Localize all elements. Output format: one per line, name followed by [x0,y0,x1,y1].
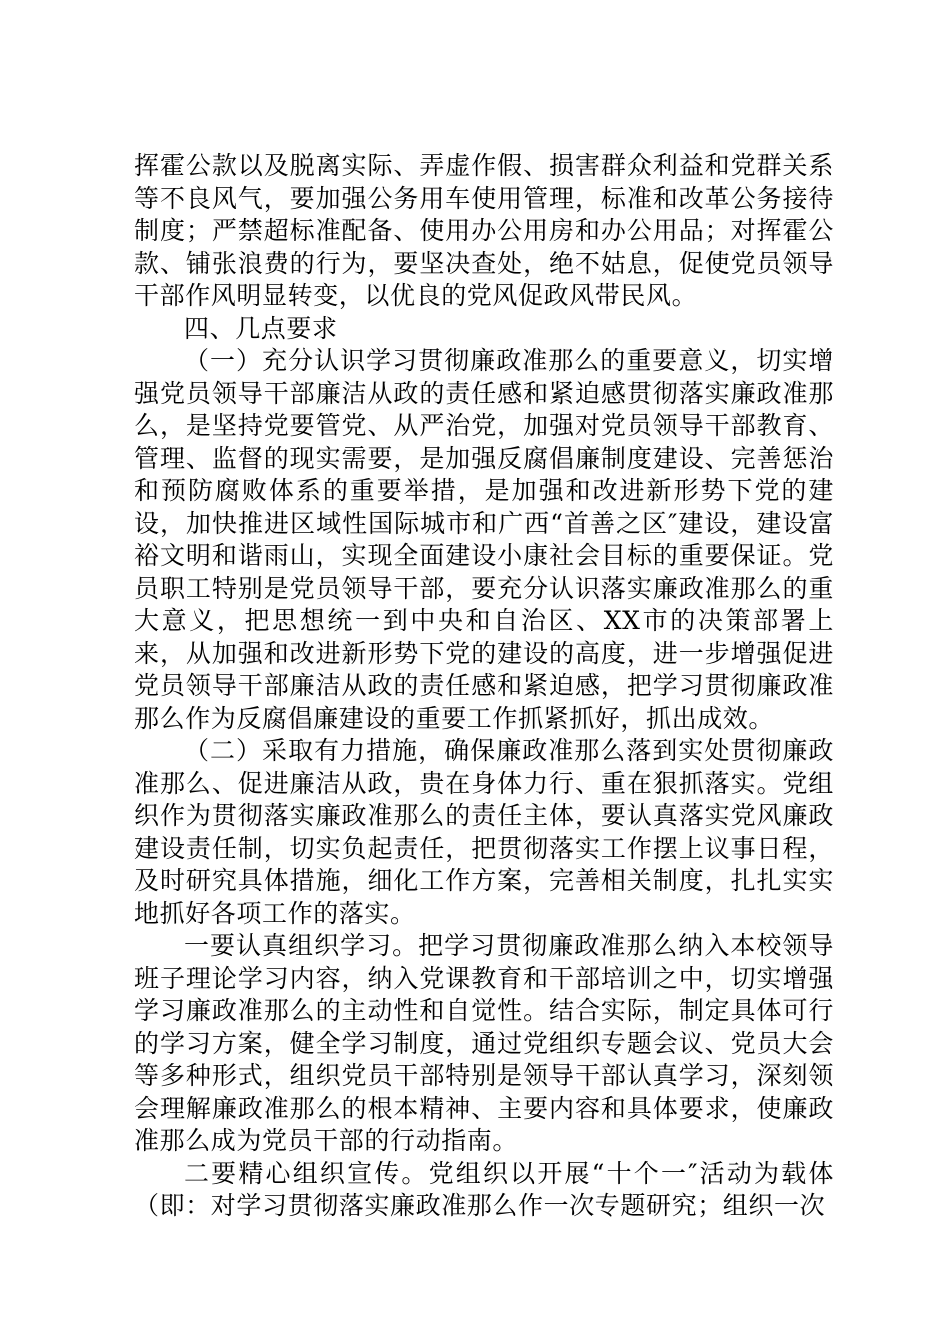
paragraph-measures: （二）采取有力措施，确保廉政准那么落到实处贯彻廉政准那么、促进廉洁从政，贵在身体力行、重在狠抓落实。党组织作为贯彻落实廉政准那么的责任主体，要认真落实党风廉政建设责任制，切实负起责任，把贯彻落实工作摆上议事日程，及时研究具体措施，细化工作方案，完善相关制度，扎扎实实地抓好各项工作的落实。 [134,736,834,928]
paragraph-publicity: 二要精心组织宣传。党组织以开展“十个一″活动为载体（即：对学习贯彻落实廉政准那么作一次专题研究；组织一次 [134,1158,834,1220]
paragraph-importance: （一）充分认识学习贯彻廉政准那么的重要意义，切实增强党员领导干部廉洁从政的责任感和紧迫感贯彻落实廉政准那么，是坚持党要管党、从严治党，加强对党员领导干部教育、管理、监督的现实需要，是加强反腐倡廉制度建设、完善惩治和预防腐败体系的重要举措，是加强和改进新形势下党的建设，加快推进区域性国际城市和广西“首善之区″建设，建设富裕文明和谐雨山，实现全面建设小康社会目标的重要保证。党员职工特别是党员领导干部，要充分认识落实廉政准那么的重大意义，把思想统一到中央和自治区、XX市的决策部署上来，从加强和改进新形势下党的建设的高度，进一步增强促进党员领导干部廉洁从政的责任感和紧迫感，把学习贯彻廉政准那么作为反腐倡廉建设的重要工作抓紧抓好，抓出成效。 [134,346,834,733]
paragraph-conduct-rules: 挥霍公款以及脱离实际、弄虚作假、损害群众利益和党群关系等不良风气，要加强公务用车使用管理，标准和改革公务接待制度；严禁超标准配备、使用办公用房和办公用品；对挥霍公款、铺张浪费的行为，要坚决查处，绝不姑息，促使党员领导干部作风明显转变，以优良的党风促政风带民风。 [134,151,834,310]
paragraph-study: 一要认真组织学习。把学习贯彻廉政准那么纳入本校领导班子理论学习内容，纳入党课教育和干部培训之中，切实增强学习廉政准那么的主动性和自觉性。结合实际，制定具体可行的学习方案，健全学习制度，通过党组织专题会议、党员大会等多种形式，组织党员干部特别是领导干部认真学习，深刻领会理解廉政准那么的根本精神、主要内容和具体要求，使廉政准那么成为党员干部的行动指南。 [134,931,834,1155]
document-body [134,150,834,1223]
section-heading-requirements: 四、几点要求 [184,313,338,343]
